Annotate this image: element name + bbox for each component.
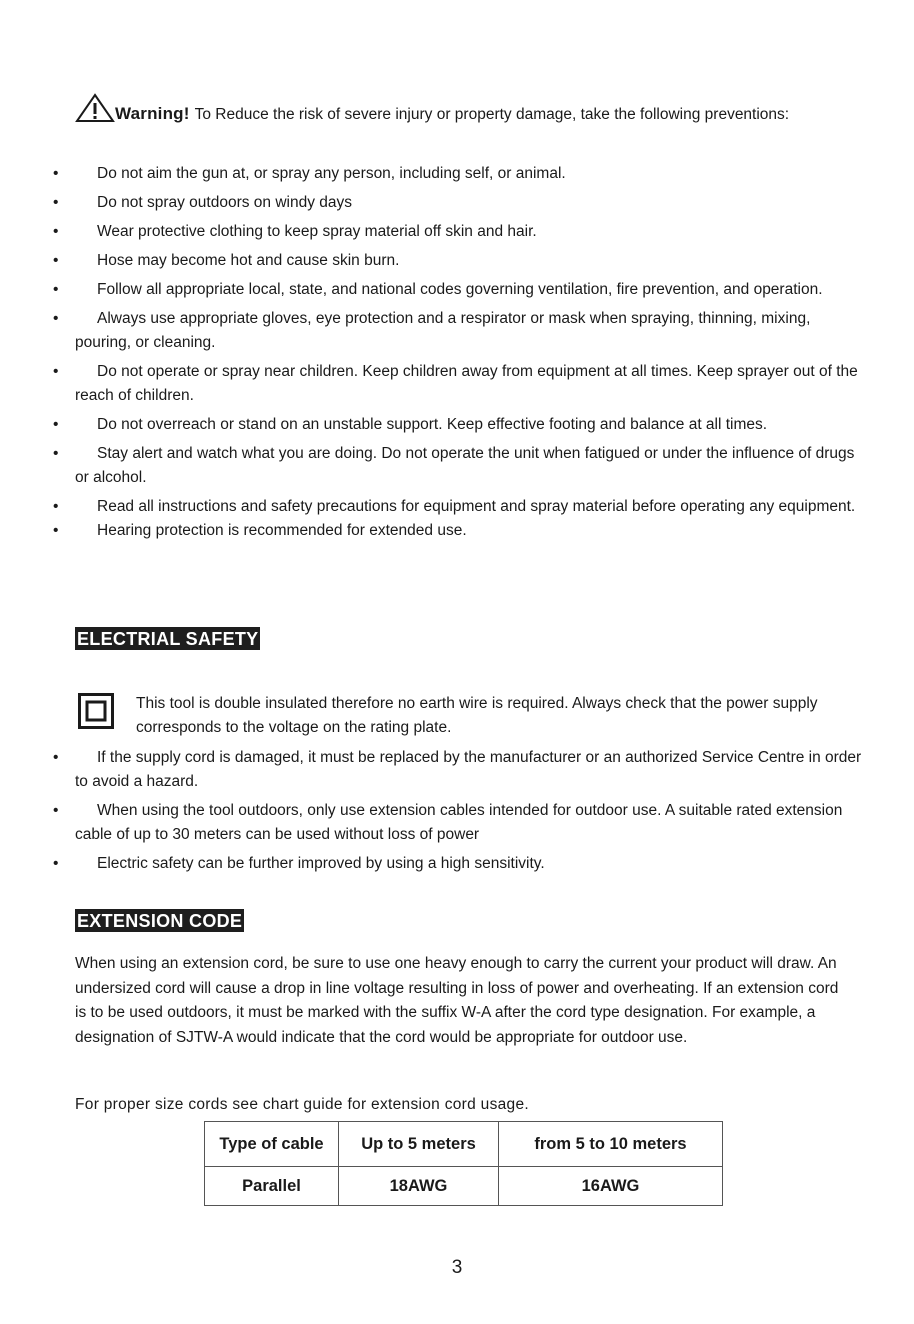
warning-triangle-icon bbox=[75, 93, 115, 123]
table-cell: Parallel bbox=[205, 1167, 339, 1206]
table-cell: 18AWG bbox=[339, 1167, 499, 1206]
double-insulation-text: This tool is double insulated therefore no earth wire is required. Always check that the power supply corresponds to the voltage on the rating plate. bbox=[136, 695, 818, 736]
list-item: • Always use appropriate gloves, eye protection and a respirator or mask when spraying, thinning, mixing, pouring, or cleaning. bbox=[75, 307, 865, 355]
page-number: 3 bbox=[451, 1257, 463, 1278]
list-item: • Electric safety can be further improved by using a high sensitivity. bbox=[75, 852, 865, 876]
list-item: • When using the tool outdoors, only use extension cables intended for outdoor use. A suitable rated extension cable of up to 30 meters can be used without loss of power bbox=[75, 799, 865, 847]
table-header-cell: Type of cable bbox=[205, 1122, 339, 1167]
table-header-cell: Up to 5 meters bbox=[339, 1122, 499, 1167]
list-item: • Do not overreach or stand on an unstable support. Keep effective footing and balance at all times. bbox=[75, 413, 865, 437]
table-header-row bbox=[205, 1122, 723, 1167]
list-item: • Do not aim the gun at, or spray any person, including self, or animal. bbox=[75, 162, 865, 186]
warning-text: To Reduce the risk of severe injury or property damage, take the following preventions: bbox=[194, 106, 790, 123]
electrical-bullet-list bbox=[75, 746, 865, 881]
table-cell: 16AWG bbox=[499, 1167, 723, 1206]
list-item: • Do not operate or spray near children. Keep children away from equipment at all times. Keep sprayer out of the reach of children. bbox=[75, 360, 865, 408]
table-row bbox=[205, 1167, 723, 1206]
extension-code-heading: EXTENSION CODE bbox=[77, 911, 243, 931]
list-item: • Read all instructions and safety precautions for equipment and spray material before operating any equipment. bbox=[75, 495, 865, 519]
list-item: • If the supply cord is damaged, it must be replaced by the manufacturer or an authorized Service Centre in order to avoid a hazard. bbox=[75, 746, 865, 794]
warning-line bbox=[75, 93, 875, 124]
list-item: • Stay alert and watch what you are doing. Do not operate the unit when fatigued or under the influence of drugs or alcohol. bbox=[75, 442, 865, 490]
list-item: • Follow all appropriate local, state, and national codes governing ventilation, fire prevention, and operation. bbox=[75, 278, 865, 302]
extension-cord-table bbox=[204, 1121, 723, 1206]
extension-paragraph: When using an extension cord, be sure to use one heavy enough to carry the current your product will draw. An undersized cord will cause a drop in line voltage resulting in loss of power and overheating. If an extension cord is to be used outdoors, it must be marked with the suffix W-A after the cord type designation. For example, a designation of SJTW-A would indicate that the cord would be appropriate for outdoor use. bbox=[75, 955, 839, 1046]
warning-label: Warning! bbox=[115, 104, 190, 123]
list-item: • Hose may become hot and cause skin burn. bbox=[75, 249, 865, 273]
list-item: • Wear protective clothing to keep spray material off skin and hair. bbox=[75, 220, 865, 244]
chart-intro: For proper size cords see chart guide for extension cord usage. bbox=[75, 1096, 529, 1113]
list-item: • Hearing protection is recommended for extended use. bbox=[75, 519, 865, 543]
table-header-cell: from 5 to 10 meters bbox=[499, 1122, 723, 1167]
electrical-safety-heading: ELECTRIAL SAFETY bbox=[77, 629, 259, 649]
double-insulation-icon bbox=[78, 693, 114, 729]
safety-bullet-list bbox=[75, 162, 865, 548]
list-item: • Do not spray outdoors on windy days bbox=[75, 191, 865, 215]
